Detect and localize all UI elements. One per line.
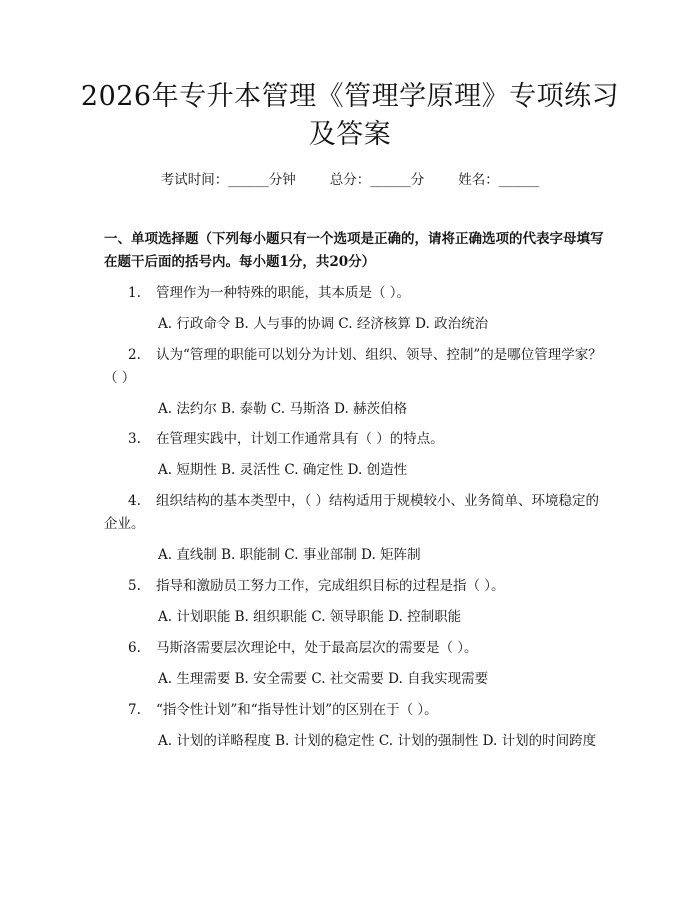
question-number: 2. [128,347,141,363]
question-7 [104,699,604,722]
exam-score: 总分：______分 [329,172,425,188]
question-number: 4. [128,493,141,509]
question-text: 组织结构的基本类型中，（ ）结构适用于规模较小、业务简单、环境稳定的企业。 [104,493,600,532]
question-1 [104,282,604,305]
question-number: 5. [128,578,141,594]
question-number: 6. [128,640,141,656]
question-text: 在管理实践中，计划工作通常具有（ ）的特点。 [156,431,444,447]
question-4 [104,490,604,536]
question-2 [104,344,604,390]
question-7-options: A. 计划的详略程度 B. 计划的稳定性 C. 计划的强制性 D. 计划的时间跨度 [158,733,597,749]
document-title [70,78,630,154]
question-6 [104,637,604,660]
question-2-options: A. 法约尔 B. 泰勒 C. 马斯洛 D. 赫茨伯格 [158,401,408,417]
question-5-options: A. 计划职能 B. 组织职能 C. 领导职能 D. 控制职能 [158,609,462,625]
title-line-2: 及答案 [308,119,392,150]
question-3 [104,428,604,451]
question-5 [104,575,604,598]
exam-time: 考试时间：______分钟 [160,172,296,188]
exam-meta [0,168,700,188]
exam-name: 姓名：______ [458,172,540,188]
title-line-1: 2026年专升本管理《管理学原理》专项练习 [80,81,620,112]
question-text: “指令性计划”和“指导性计划”的区别在于（ ）。 [156,702,438,718]
question-1-options: A. 行政命令 B. 人与事的协调 C. 经济核算 D. 政治统治 [158,316,489,332]
section-heading: 一、单项选择题（下列每小题只有一个选项是正确的，请将正确选项的代表字母填写在题干后面的括号内。每小题1分，共20分） [104,231,604,270]
question-number: 1. [128,285,141,301]
question-number: 7. [128,702,141,718]
question-3-options: A. 短期性 B. 灵活性 C. 确定性 D. 创造性 [158,462,408,478]
question-text: 认为“管理的职能可以划分为计划、组织、领导、控制”的是哪位管理学家？（ ） [104,347,602,386]
question-text: 马斯洛需要层次理论中，处于最高层次的需要是（ ）。 [156,640,478,656]
question-number: 3. [128,431,141,447]
question-4-options: A. 直线制 B. 职能制 C. 事业部制 D. 矩阵制 [158,547,421,563]
question-text: 管理作为一种特殊的职能，其本质是（ ）。 [156,285,411,301]
question-6-options: A. 生理需要 B. 安全需要 C. 社交需要 D. 自我实现需要 [158,671,489,687]
question-text: 指导和激励员工努力工作，完成组织目标的过程是指（ ）。 [156,578,505,594]
